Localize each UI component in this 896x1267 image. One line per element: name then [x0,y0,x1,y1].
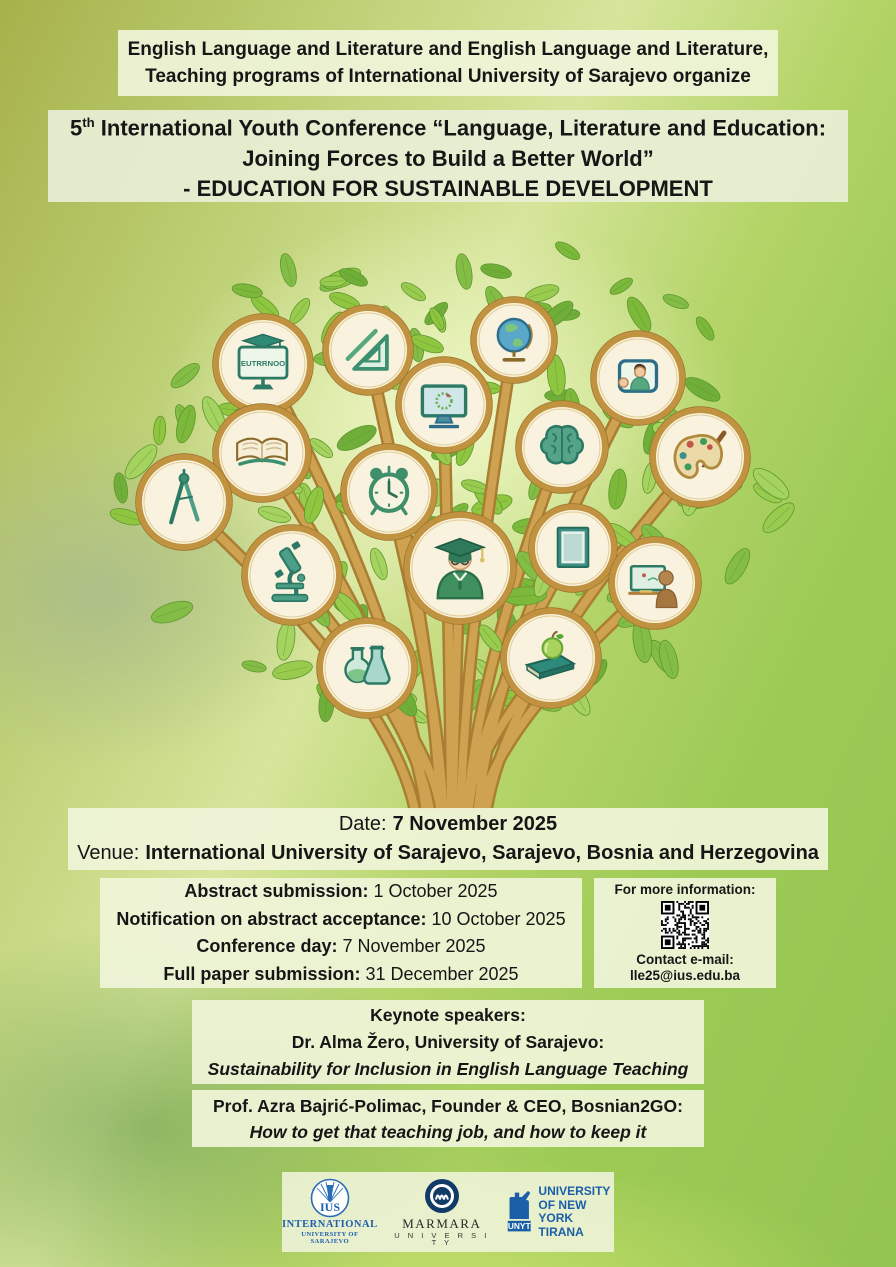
keynote-heading: Keynote speakers: [370,1004,526,1025]
date-line: Date: 7 November 2025 [338,813,558,835]
more-info-panel [594,878,776,988]
deadline-row: Full paper submission: 31 December 2025 [163,963,519,984]
marmara-logo: MARMARA U N I V E R S I T Y [394,1178,490,1247]
computer-icon [396,357,492,453]
organizer-line-2: Teaching programs of International University of Sarajevo organize [145,66,751,87]
chalkboard-icon [213,314,313,414]
deadlines-panel [100,878,582,988]
globe-icon [471,297,557,383]
contact-email: lle25@ius.edu.ba [630,968,740,983]
marmara-emblem-icon [424,1178,460,1214]
speaker2-name: Prof. Azra Bajrić-Polimac, Founder & CEO, Bosnian2GO: [213,1095,683,1116]
ius-emblem-icon [310,1178,350,1218]
flasks-icon [317,618,417,718]
picture-frame-icon [529,504,617,592]
microscope-icon [242,525,342,625]
contact-label: Contact e-mail: [636,952,734,967]
e-learning-icon [609,537,701,629]
compass-icon [136,454,232,550]
qr-code [661,901,709,949]
graduate-icon [404,512,516,624]
brain-icon [516,401,608,493]
speaker2-talk: How to get that teaching job, and how to keep it [249,1121,647,1142]
svg-text:UNYT: UNYT [507,1221,531,1232]
speaker1-talk: Sustainability for Inclusion in English Language Teaching [207,1058,689,1079]
title-line-3: - EDUCATION FOR SUSTAINABLE DEVELOPMENT [183,175,713,201]
deadline-row: Abstract submission: 1 October 2025 [184,881,498,901]
title-line-1: 5th International Youth Conference “Language, Literature and Education: [69,115,827,141]
unyt-logo: UNYT UNIVERSITY OF NEW YORK TIRANA [507,1184,611,1239]
organizer-line-1: English Language and Literature and English Language and Literature, [127,39,769,60]
info-heading: For more information: [614,882,756,897]
speaker2-panel [192,1090,704,1147]
palette-icon [650,407,750,507]
svg-text:IUS: IUS [319,1200,340,1215]
partner-logos-strip [282,1172,614,1252]
ius-logo: IUS INTERNATIONAL UNIVERSITY OF SARAJEVO [282,1178,378,1245]
speaker1-name: Dr. Alma Žero, University of Sarajevo: [291,1031,605,1052]
keynote-panel [192,1000,704,1084]
deadline-row: Conference day: 7 November 2025 [196,936,486,956]
video-call-icon [591,331,685,425]
unyt-statue-icon [506,1186,532,1238]
education-tree-illustration [0,232,896,810]
venue-line: Venue: International University of Sarajevo, Sarajevo, Bosnia and Herzegovina [77,842,819,864]
conference-title [48,110,848,202]
date-venue-banner [68,808,828,870]
book-apple-icon [501,608,601,708]
set-square-icon [323,305,413,395]
deadline-row: Notification on abstract acceptance: 10 October 2025 [116,908,566,929]
organizer-banner [118,30,778,96]
title-line-2: Joining Forces to Build a Better World” [242,145,654,171]
